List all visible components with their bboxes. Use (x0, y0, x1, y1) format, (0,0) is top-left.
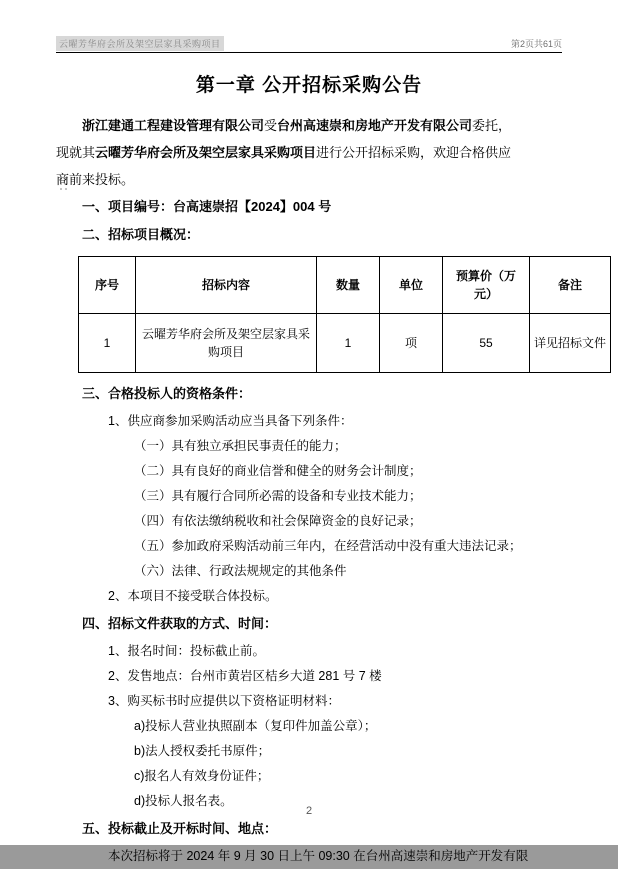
table-header-unit: 单位 (380, 257, 443, 314)
section-heading-5: 五、投标截止及开标时间、地点： (82, 821, 278, 836)
list-item: b)法人授权委托书原件； (134, 744, 271, 758)
intro-text-1: 受 (264, 118, 278, 133)
list-item: （四）有依法缴纳税收和社会保障资金的良好记录； (134, 514, 422, 528)
list-item: a)投标人营业执照副本（复印件加盖公章）； (134, 719, 377, 733)
owner-company-name: 台州高速崇和房地产开发有限公司 (277, 118, 473, 133)
header-divider (56, 52, 562, 53)
list-item: c)报名人有效身份证件； (134, 769, 270, 783)
table-header-qty: 数量 (317, 257, 380, 314)
list-item: 1、供应商参加采购活动应当具备下列条件： (108, 414, 353, 428)
table-header-no: 序号 (79, 257, 136, 314)
list-item: （三）具有履行合同所必需的设备和专业技术能力； (134, 489, 422, 503)
cell-remark: 详见招标文件 (530, 314, 611, 373)
list-item: （五）参加政府采购活动前三年内，在经营活动中没有重大违法记录； (134, 539, 522, 553)
table-row (79, 314, 611, 373)
intro-paragraph-line2 (56, 140, 562, 165)
page-title: 第一章 公开招标采购公告 (195, 75, 423, 96)
intro-paragraph-line1 (56, 113, 562, 138)
list-item: d)投标人报名表。 (134, 794, 233, 808)
section-5-body: 本次招标将于 2024 年 9 月 30 日上午 09:30 在台州高速崇和房地产开发有限 (108, 849, 529, 863)
list-item: （一）具有独立承担民事责任的能力； (134, 439, 347, 453)
bid-overview-table (78, 256, 611, 373)
list-item: 2、本项目不接受联合体投标。 (108, 589, 278, 603)
header-page-count: 第2页共61页 (510, 39, 562, 49)
cell-budget: 55 (443, 314, 530, 373)
table-header-remark: 备注 (530, 257, 611, 314)
cell-content: 云曜芳华府会所及架空层家具采购项目 (136, 314, 317, 373)
cell-qty: 1 (317, 314, 380, 373)
page-number: 2 (305, 805, 313, 817)
cell-unit: 项 (380, 314, 443, 373)
page-header (56, 36, 562, 51)
list-item: 2、发售地点：台州市黄岩区桔乡大道 281 号 7 楼 (108, 669, 382, 683)
section-heading-4: 四、招标文件获取的方式、时间： (82, 616, 278, 631)
intro-text-4: 进行公开招标采购，欢迎合格供应 (316, 145, 512, 160)
entrusted-company-name: 浙江建通工程建设管理有限公司 (82, 118, 265, 133)
section-heading-3: 三、合格投标人的资格条件： (82, 386, 252, 401)
intro-paragraph-line3: 商前来投标。 (56, 172, 135, 187)
section-heading-2: 二、招标项目概况： (82, 227, 200, 242)
document-body (56, 62, 607, 869)
intro-text-3: 现就其 (56, 145, 96, 160)
table-header-content: 招标内容 (136, 257, 317, 314)
table-header-row (79, 257, 611, 314)
section-heading-1: 一、项目编号：台高速崇招【2024】004 号 (82, 199, 332, 214)
intro-text-2: 委托， (472, 118, 512, 133)
table-header-budget: 预算价（万元） (443, 257, 530, 314)
list-item: 3、购买标书时应提供以下资格证明材料： (108, 694, 340, 708)
list-item: 1、报名时间：投标截止前。 (108, 644, 265, 658)
cell-no: 1 (79, 314, 136, 373)
list-item: （二）具有良好的商业信誉和健全的财务会计制度； (134, 464, 422, 478)
header-project-label: 云曜芳华府会所及架空层家具采购项目 (56, 36, 224, 51)
list-item: （六）法律、行政法规规定的其他条件 (134, 564, 347, 578)
project-name: 云曜芳华府会所及架空层家具采购项目 (95, 145, 317, 160)
